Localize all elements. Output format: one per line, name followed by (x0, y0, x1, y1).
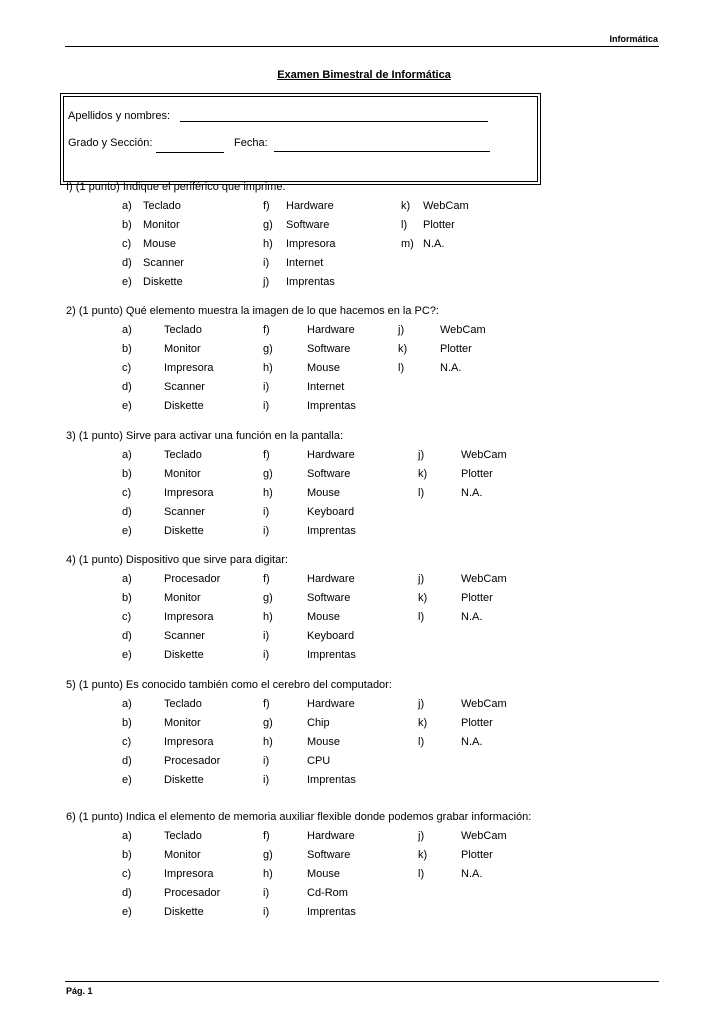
option-letter: b) (122, 468, 132, 480)
question-title: 4) (1 punto) Dispositivo que sirve para digitar: (66, 554, 288, 566)
option-text: Imprentas (307, 906, 356, 918)
option-letter: c) (122, 611, 132, 623)
option-text: Monitor (164, 343, 201, 355)
option-letter: h) (263, 487, 273, 499)
option-letter: j) (418, 449, 425, 461)
option-text: Imprentas (307, 525, 356, 537)
option-letter: k) (398, 343, 408, 355)
option-text: Hardware (307, 830, 355, 842)
option-text: N.A. (461, 487, 483, 499)
question-title: 6) (1 punto) Indica el elemento de memoria auxiliar flexible donde podemos grabar información: (66, 811, 532, 823)
option-letter: e) (122, 649, 132, 661)
option-letter: i) (263, 649, 270, 661)
names-label: Apellidos y nombres: (68, 110, 171, 122)
option-letter: i) (263, 525, 270, 537)
date-line[interactable] (274, 151, 490, 152)
option-text: Hardware (286, 200, 334, 212)
option-text: Mouse (307, 362, 341, 374)
option-letter: c) (122, 362, 132, 374)
option-text: Impresora (164, 736, 214, 748)
option-text: Imprentas (307, 400, 356, 412)
option-letter: l) (398, 362, 405, 374)
option-text: WebCam (461, 573, 507, 585)
option-text: Impresora (164, 611, 214, 623)
option-letter: i) (263, 400, 270, 412)
grade-label: Grado y Sección: (68, 137, 153, 149)
option-text: Scanner (164, 381, 205, 393)
question-title: 5) (1 punto) Es conocido también como el cerebro del computador: (66, 679, 392, 691)
option-letter: i) (263, 381, 270, 393)
question-title: 3) (1 punto) Sirve para activar una función en la pantalla: (66, 430, 343, 442)
option-text: Monitor (164, 468, 201, 480)
option-text: WebCam (461, 449, 507, 461)
option-text: Cd-Rom (307, 887, 348, 899)
option-text: N.A. (423, 238, 445, 250)
option-letter: a) (122, 573, 132, 585)
option-letter: b) (122, 592, 132, 604)
option-letter: e) (122, 525, 132, 537)
option-letter: j) (418, 830, 425, 842)
option-letter: h) (263, 736, 273, 748)
option-text: Software (307, 468, 351, 480)
option-text: Scanner (164, 630, 205, 642)
option-letter: f) (263, 200, 270, 212)
option-text: Diskette (164, 906, 204, 918)
option-text: Monitor (143, 219, 180, 231)
option-text: CPU (307, 755, 331, 767)
option-text: Teclado (164, 449, 202, 461)
option-letter: j) (418, 573, 425, 585)
option-text: Impresora (164, 868, 214, 880)
option-letter: i) (263, 887, 270, 899)
option-letter: b) (122, 343, 132, 355)
option-letter: b) (122, 849, 132, 861)
option-letter: i) (263, 755, 270, 767)
header-subject: Informática (609, 34, 658, 44)
option-letter: d) (122, 887, 132, 899)
option-text: WebCam (423, 200, 469, 212)
option-text: Hardware (307, 324, 355, 336)
option-text: Mouse (143, 238, 177, 250)
option-text: Teclado (164, 324, 202, 336)
option-text: Monitor (164, 592, 201, 604)
option-letter: l) (418, 736, 425, 748)
option-letter: g) (263, 717, 273, 729)
option-letter: i) (263, 506, 270, 518)
option-text: N.A. (440, 362, 462, 374)
page-number: Pág. 1 (66, 986, 93, 996)
option-letter: l) (401, 219, 408, 231)
option-letter: f) (263, 573, 270, 585)
option-letter: k) (418, 468, 428, 480)
option-text: Internet (286, 257, 324, 269)
option-text: Plotter (461, 468, 493, 480)
option-text: Impresora (164, 487, 214, 499)
date-label: Fecha: (234, 137, 268, 149)
option-text: WebCam (461, 698, 507, 710)
option-text: Hardware (307, 449, 355, 461)
option-letter: g) (263, 219, 273, 231)
option-text: Plotter (461, 592, 493, 604)
option-text: Plotter (423, 219, 455, 231)
option-text: Keyboard (307, 506, 355, 518)
option-text: Keyboard (307, 630, 355, 642)
option-text: Hardware (307, 573, 355, 585)
option-text: Diskette (164, 400, 204, 412)
option-letter: k) (418, 592, 428, 604)
option-letter: i) (263, 257, 270, 269)
option-text: Procesador (164, 887, 221, 899)
option-text: Procesador (164, 573, 221, 585)
option-letter: f) (263, 449, 270, 461)
option-letter: b) (122, 717, 132, 729)
option-letter: c) (122, 487, 132, 499)
option-letter: g) (263, 468, 273, 480)
option-letter: b) (122, 219, 132, 231)
option-text: Software (307, 343, 351, 355)
option-text: Impresora (164, 362, 214, 374)
question-title: I) (1 punto) Indique el periférico que imprime: (66, 181, 286, 193)
option-text: N.A. (461, 611, 483, 623)
option-text: Mouse (307, 736, 341, 748)
question-title: 2) (1 punto) Qué elemento muestra la imagen de lo que hacemos en la PC?: (66, 305, 439, 317)
option-text: Impresora (286, 238, 336, 250)
option-text: Imprentas (286, 276, 335, 288)
names-line[interactable] (180, 121, 488, 122)
option-letter: c) (122, 868, 132, 880)
option-letter: h) (263, 238, 273, 250)
option-letter: k) (418, 717, 428, 729)
option-letter: h) (263, 362, 273, 374)
option-text: Diskette (164, 649, 204, 661)
option-letter: h) (263, 611, 273, 623)
option-letter: f) (263, 324, 270, 336)
option-text: Teclado (164, 698, 202, 710)
option-letter: d) (122, 381, 132, 393)
option-text: N.A. (461, 868, 483, 880)
option-letter: e) (122, 400, 132, 412)
footer-rule (65, 981, 659, 982)
option-letter: d) (122, 257, 132, 269)
option-text: Diskette (164, 774, 204, 786)
option-letter: h) (263, 868, 273, 880)
option-letter: d) (122, 630, 132, 642)
option-letter: d) (122, 755, 132, 767)
option-letter: l) (418, 868, 425, 880)
option-letter: e) (122, 276, 132, 288)
option-text: Mouse (307, 487, 341, 499)
option-text: Diskette (164, 525, 204, 537)
option-letter: k) (418, 849, 428, 861)
option-letter: g) (263, 849, 273, 861)
option-letter: g) (263, 343, 273, 355)
option-text: Internet (307, 381, 345, 393)
option-text: Scanner (164, 506, 205, 518)
option-text: Monitor (164, 717, 201, 729)
option-text: Scanner (143, 257, 184, 269)
grade-line[interactable] (156, 152, 224, 153)
option-letter: l) (418, 487, 425, 499)
option-letter: i) (263, 906, 270, 918)
option-text: Diskette (143, 276, 183, 288)
option-text: Mouse (307, 611, 341, 623)
option-text: WebCam (461, 830, 507, 842)
option-letter: g) (263, 592, 273, 604)
option-letter: d) (122, 506, 132, 518)
option-text: Plotter (461, 717, 493, 729)
option-text: Imprentas (307, 649, 356, 661)
option-text: Software (307, 849, 351, 861)
option-letter: f) (263, 698, 270, 710)
option-text: Hardware (307, 698, 355, 710)
option-text: Monitor (164, 849, 201, 861)
option-letter: f) (263, 830, 270, 842)
option-letter: a) (122, 698, 132, 710)
option-letter: a) (122, 449, 132, 461)
option-letter: j) (263, 276, 270, 288)
option-text: N.A. (461, 736, 483, 748)
option-letter: c) (122, 238, 132, 250)
option-letter: m) (401, 238, 414, 250)
option-letter: i) (263, 774, 270, 786)
option-letter: i) (263, 630, 270, 642)
option-text: Plotter (461, 849, 493, 861)
option-text: Software (286, 219, 330, 231)
option-letter: c) (122, 736, 132, 748)
option-letter: e) (122, 774, 132, 786)
option-letter: a) (122, 200, 132, 212)
option-text: Chip (307, 717, 330, 729)
option-text: WebCam (440, 324, 486, 336)
option-text: Imprentas (307, 774, 356, 786)
option-text: Plotter (440, 343, 472, 355)
option-text: Teclado (143, 200, 181, 212)
option-text: Mouse (307, 868, 341, 880)
option-letter: j) (398, 324, 405, 336)
option-letter: a) (122, 324, 132, 336)
option-letter: l) (418, 611, 425, 623)
option-letter: k) (401, 200, 411, 212)
option-text: Procesador (164, 755, 221, 767)
header-rule (65, 46, 659, 47)
option-text: Teclado (164, 830, 202, 842)
exam-title: Examen Bimestral de Informática (277, 69, 451, 81)
option-text: Software (307, 592, 351, 604)
option-letter: j) (418, 698, 425, 710)
option-letter: a) (122, 830, 132, 842)
option-letter: e) (122, 906, 132, 918)
